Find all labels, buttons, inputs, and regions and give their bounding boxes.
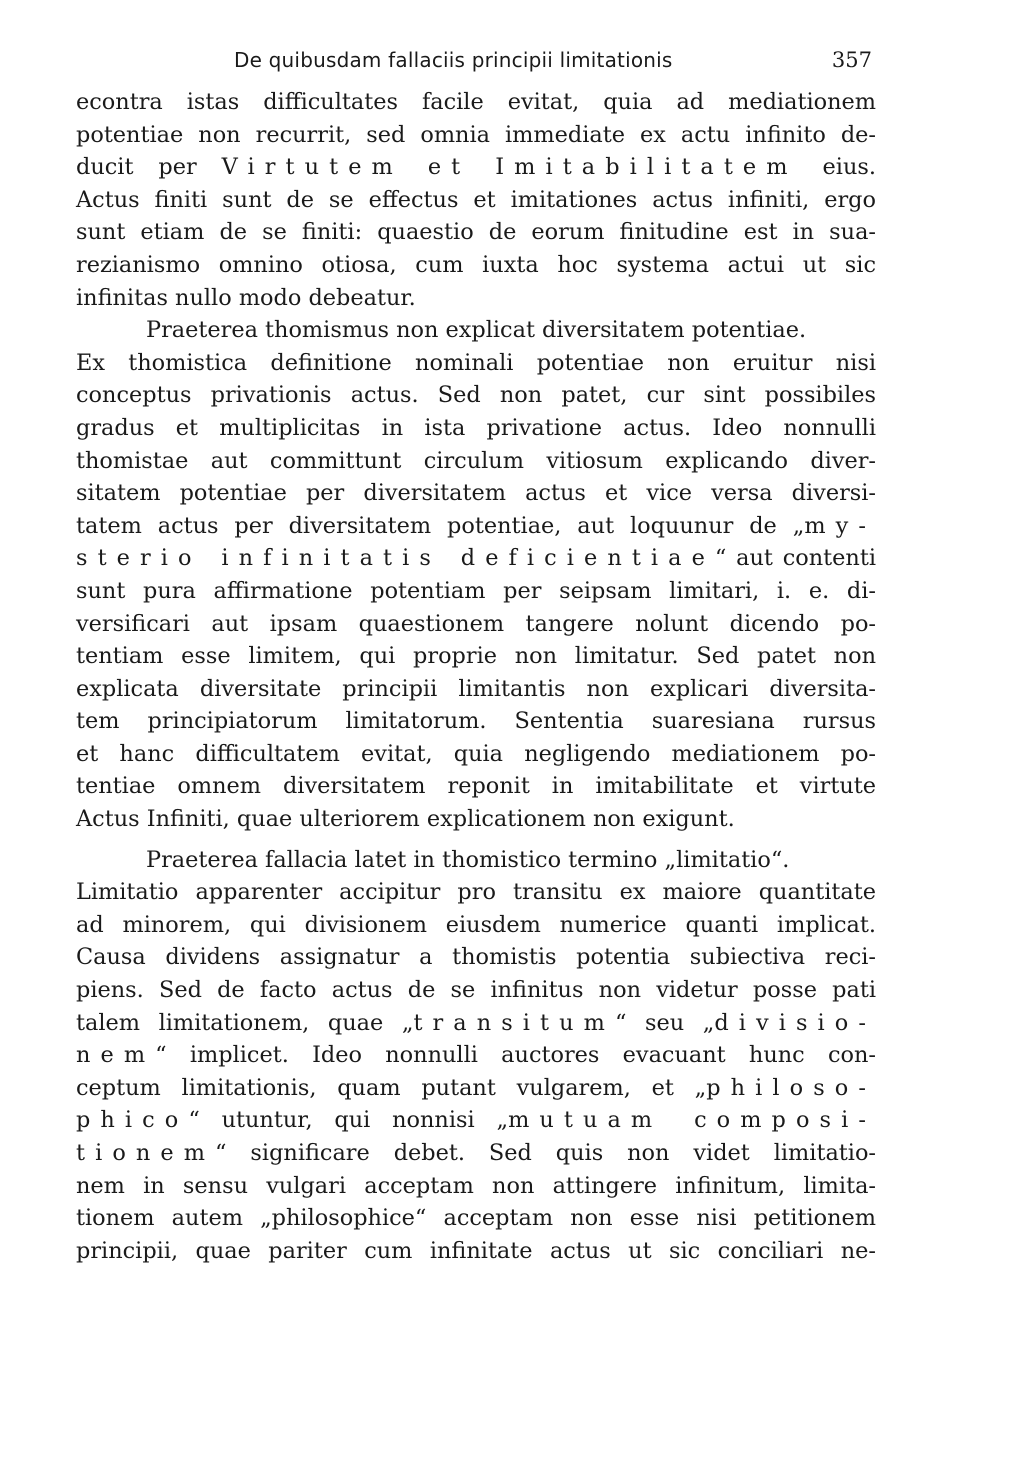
page-number: 357 <box>831 48 872 72</box>
text-line: sunt pura affirmatione potentiam per seipsam limitari, i. e. di- <box>76 577 876 604</box>
running-head-title: De quibusdam fallaciis principii limitationis <box>234 48 673 72</box>
text-line: piens. Sed de facto actus de se infinitus non videtur posse pati <box>76 977 876 1004</box>
spaced-emphasis: transitum <box>413 1009 615 1036</box>
text-run <box>403 154 428 180</box>
spaced-emphasis: Virtutem <box>221 154 403 181</box>
text-line: ad minorem, qui divisionem eiusdem numerice quanti implicat. <box>76 911 876 938</box>
text-line: versificari aut ipsam quaestionem tangere nolunt dicendo po- <box>76 610 876 637</box>
spaced-emphasis: sterio infinitatis deficientiae <box>76 545 715 572</box>
text-run: eius. <box>797 154 876 181</box>
spaced-emphasis: et <box>427 154 471 181</box>
spaced-emphasis: divisio- <box>714 1009 876 1036</box>
text-line <box>76 542 876 575</box>
text-line: et hanc difficultatem evitat, quia negligendo mediationem po- <box>76 740 876 767</box>
text-line: gradus et multiplicitas in ista privatione actus. Ideo nonnulli <box>76 414 876 441</box>
text-line: sitatem potentiae per diversitatem actus et vice versa diversi- <box>76 480 876 507</box>
text-run: “ utuntur, qui nonnisi „ <box>188 1107 509 1134</box>
text-line: conceptus privationis actus. Sed non patet, cur sint possibiles <box>76 382 876 409</box>
text-line <box>76 1039 876 1072</box>
spaced-emphasis: mutuam composi- <box>508 1107 876 1134</box>
text-line: infinitas nullo modo debeatur. <box>76 284 416 311</box>
text-line <box>76 1072 876 1105</box>
paragraph <box>76 86 876 314</box>
paragraph-gap <box>76 836 876 844</box>
spaced-emphasis: Imitabilitatem <box>495 154 798 181</box>
text-line: Causa dividens assignatur a thomistis potentia subiectiva reci- <box>76 944 876 971</box>
text-run: ceptum limitationis, quam putant vulgarem, et „ <box>76 1074 707 1101</box>
text-run: tatem actus per diversitatem potentiae, aut loquunur de „ <box>76 512 805 539</box>
text-run: “ aut contenti <box>714 545 876 572</box>
spaced-emphasis: nem <box>76 1042 156 1069</box>
text-line <box>76 510 876 543</box>
text-line: tem principiatorum limitatorum. Sententia suaresiana rursus <box>76 708 876 735</box>
spaced-emphasis: phico <box>76 1107 189 1134</box>
text-run <box>470 154 495 180</box>
text-line: principii, quae pariter cum infinitate actus ut sic conciliari ne- <box>76 1237 876 1264</box>
running-head <box>76 42 876 82</box>
text-line: Praeterea thomismus non explicat diversitatem potentiae. <box>146 317 807 344</box>
text-line: nem in sensu vulgari acceptam non attingere infinitum, limita- <box>76 1172 876 1199</box>
text-line: tionem autem „philosophice“ acceptam non esse nisi petitionem <box>76 1205 876 1232</box>
text-line: sunt etiam de se finiti: quaestio de eorum finitudine est in sua- <box>76 219 876 246</box>
text-line: thomistae aut committunt circulum vitiosum explicando diver- <box>76 447 876 474</box>
text-line: tentiam esse limitem, qui proprie non limitatur. Sed patet non <box>76 643 876 670</box>
spaced-emphasis: my- <box>804 512 876 539</box>
text-line: potentiae non recurrit, sed omnia immediate ex actu infinito de- <box>76 121 876 148</box>
text-line: Actus Infiniti, quae ulteriorem explicationem non exigunt. <box>76 806 735 833</box>
text-line: explicata diversitate principii limitantis non explicari diversita- <box>76 675 876 702</box>
text-line: rezianismo omnino otiosa, cum iuxta hoc systema actui ut sic <box>76 251 876 278</box>
text-line: Ex thomistica definitione nominali potentiae non eruitur nisi <box>76 349 876 376</box>
text-run: talem limitationem, quae „ <box>76 1009 414 1036</box>
text-run: “ significare debet. Sed quis non videt limitatio- <box>215 1140 876 1166</box>
text-line <box>76 1007 876 1040</box>
text-line <box>76 1104 876 1137</box>
text-run: “ implicet. Ideo nonnulli auctores evacuant hunc con- <box>155 1042 876 1069</box>
text-line: Limitatio apparenter accipitur pro transitu ex maiore quantitate <box>76 879 876 906</box>
paragraph <box>76 844 876 1268</box>
book-page <box>76 42 876 1267</box>
text-line: tentiae omnem diversitatem reponit in imitabilitate et virtute <box>76 773 876 800</box>
spaced-emphasis: tionem <box>76 1140 216 1166</box>
text-run: ducit per <box>76 154 222 181</box>
text-line <box>76 151 876 184</box>
text-line <box>76 1137 876 1170</box>
text-line: Actus finiti sunt de se effectus et imitationes actus infiniti, ergo <box>76 186 876 213</box>
paragraph <box>76 314 876 836</box>
body-text <box>76 86 876 1267</box>
spaced-emphasis: philoso- <box>706 1074 876 1101</box>
text-line: econtra istas difficultates facile evitat, quia ad mediationem <box>76 89 876 115</box>
text-line: Praeterea fallacia latet in thomistico termino „limitatio“. <box>146 846 790 873</box>
text-run: “ seu „ <box>614 1009 715 1036</box>
